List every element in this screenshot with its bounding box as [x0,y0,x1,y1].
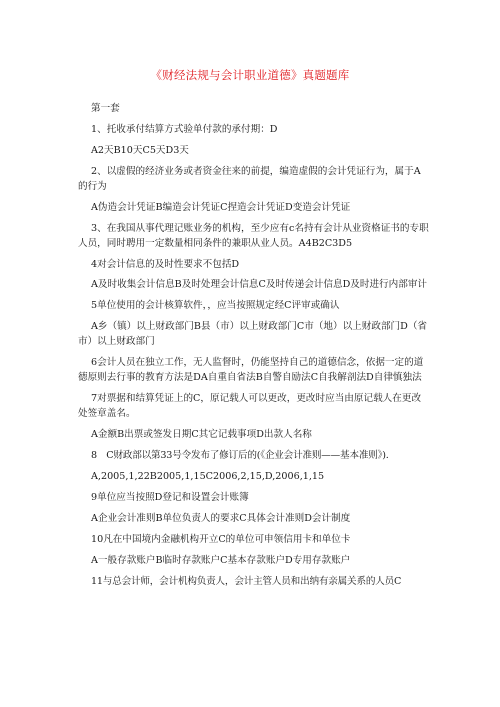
question-6: 6会计人员在独立工作，无人监督时，仍能坚持自己的道德信念，依据一定的道德原则去行事的教育方法是DA自重自省法B自警自励法C自我解剖法D自律慎独法 [78,357,424,384]
question-9-options: A企业会计准则B单位负责人的要求C具体会计准则D会计制度 [91,512,351,524]
question-2-options: A伪造会计凭证B编造会计凭证C捏造会计凭证D变造会计凭证 [91,201,351,213]
question-9: 9单位应当按照D登记和设置会计账簿 [91,491,249,503]
document-body [78,102,430,596]
question-4-options: A及时收集会计信息B及时处理会计信息C及时传递会计信息D及时进行内部审计 [91,279,428,291]
section-heading: 第一套 [91,103,120,114]
question-2: 2、以虚假的经济业务或者资金往来的前提，编造虚假的会计凭证行为，属于A的行为 [78,165,421,192]
question-5-options: A乡（镇）以上财政部门B县（市）以上财政部门C市（地）以上财政部门D（省市）以上财政部门 [78,321,428,348]
question-5: 5单位使用的会计核算软件，，应当按照规定经C评审或确认 [91,300,340,312]
question-1-options: A2天B10天C5天D3天 [91,144,189,156]
question-11: 11与总会计师，会计机构负责人，会计主管人员和出纳有亲属关系的人员C [91,575,402,587]
question-4: 4对会计信息的及时性要求不包括D [91,258,240,270]
question-8: 8 C财政部以第33号令发布了修订后的(《企业会计准则——基本准则》). [91,449,389,461]
question-3: 3、在我国从事代理记账业务的机构，至少应有c名持有会计从业资格证书的专职人员，同时聘用一定数量相同条件的兼职从业人员。A4B2C3D5 [78,222,429,249]
question-7: 7对票据和结算凭证上的C，原记载人可以更改，更改时应当由原记载人在更改处签章盖名。 [78,393,422,419]
question-7-options: A金额B出票或签发日期C其它记载事项D出款人名称 [91,428,312,440]
question-10: 10凡在中国境内金融机构开立C的单位可申领信用卡和单位卡 [91,533,351,545]
question-10-options: A一般存款账户B临时存款账户C基本存款账户D专用存款账户 [91,554,351,566]
question-1: 1、托收承付结算方式验单付款的承付期：D [91,123,278,135]
document-title: 《财经法规与会计职业道德》真题题库 [150,68,350,82]
question-8-options: A,2005,1,22B2005,1,15C2006,2,15,D,2006,1,15 [91,470,325,482]
